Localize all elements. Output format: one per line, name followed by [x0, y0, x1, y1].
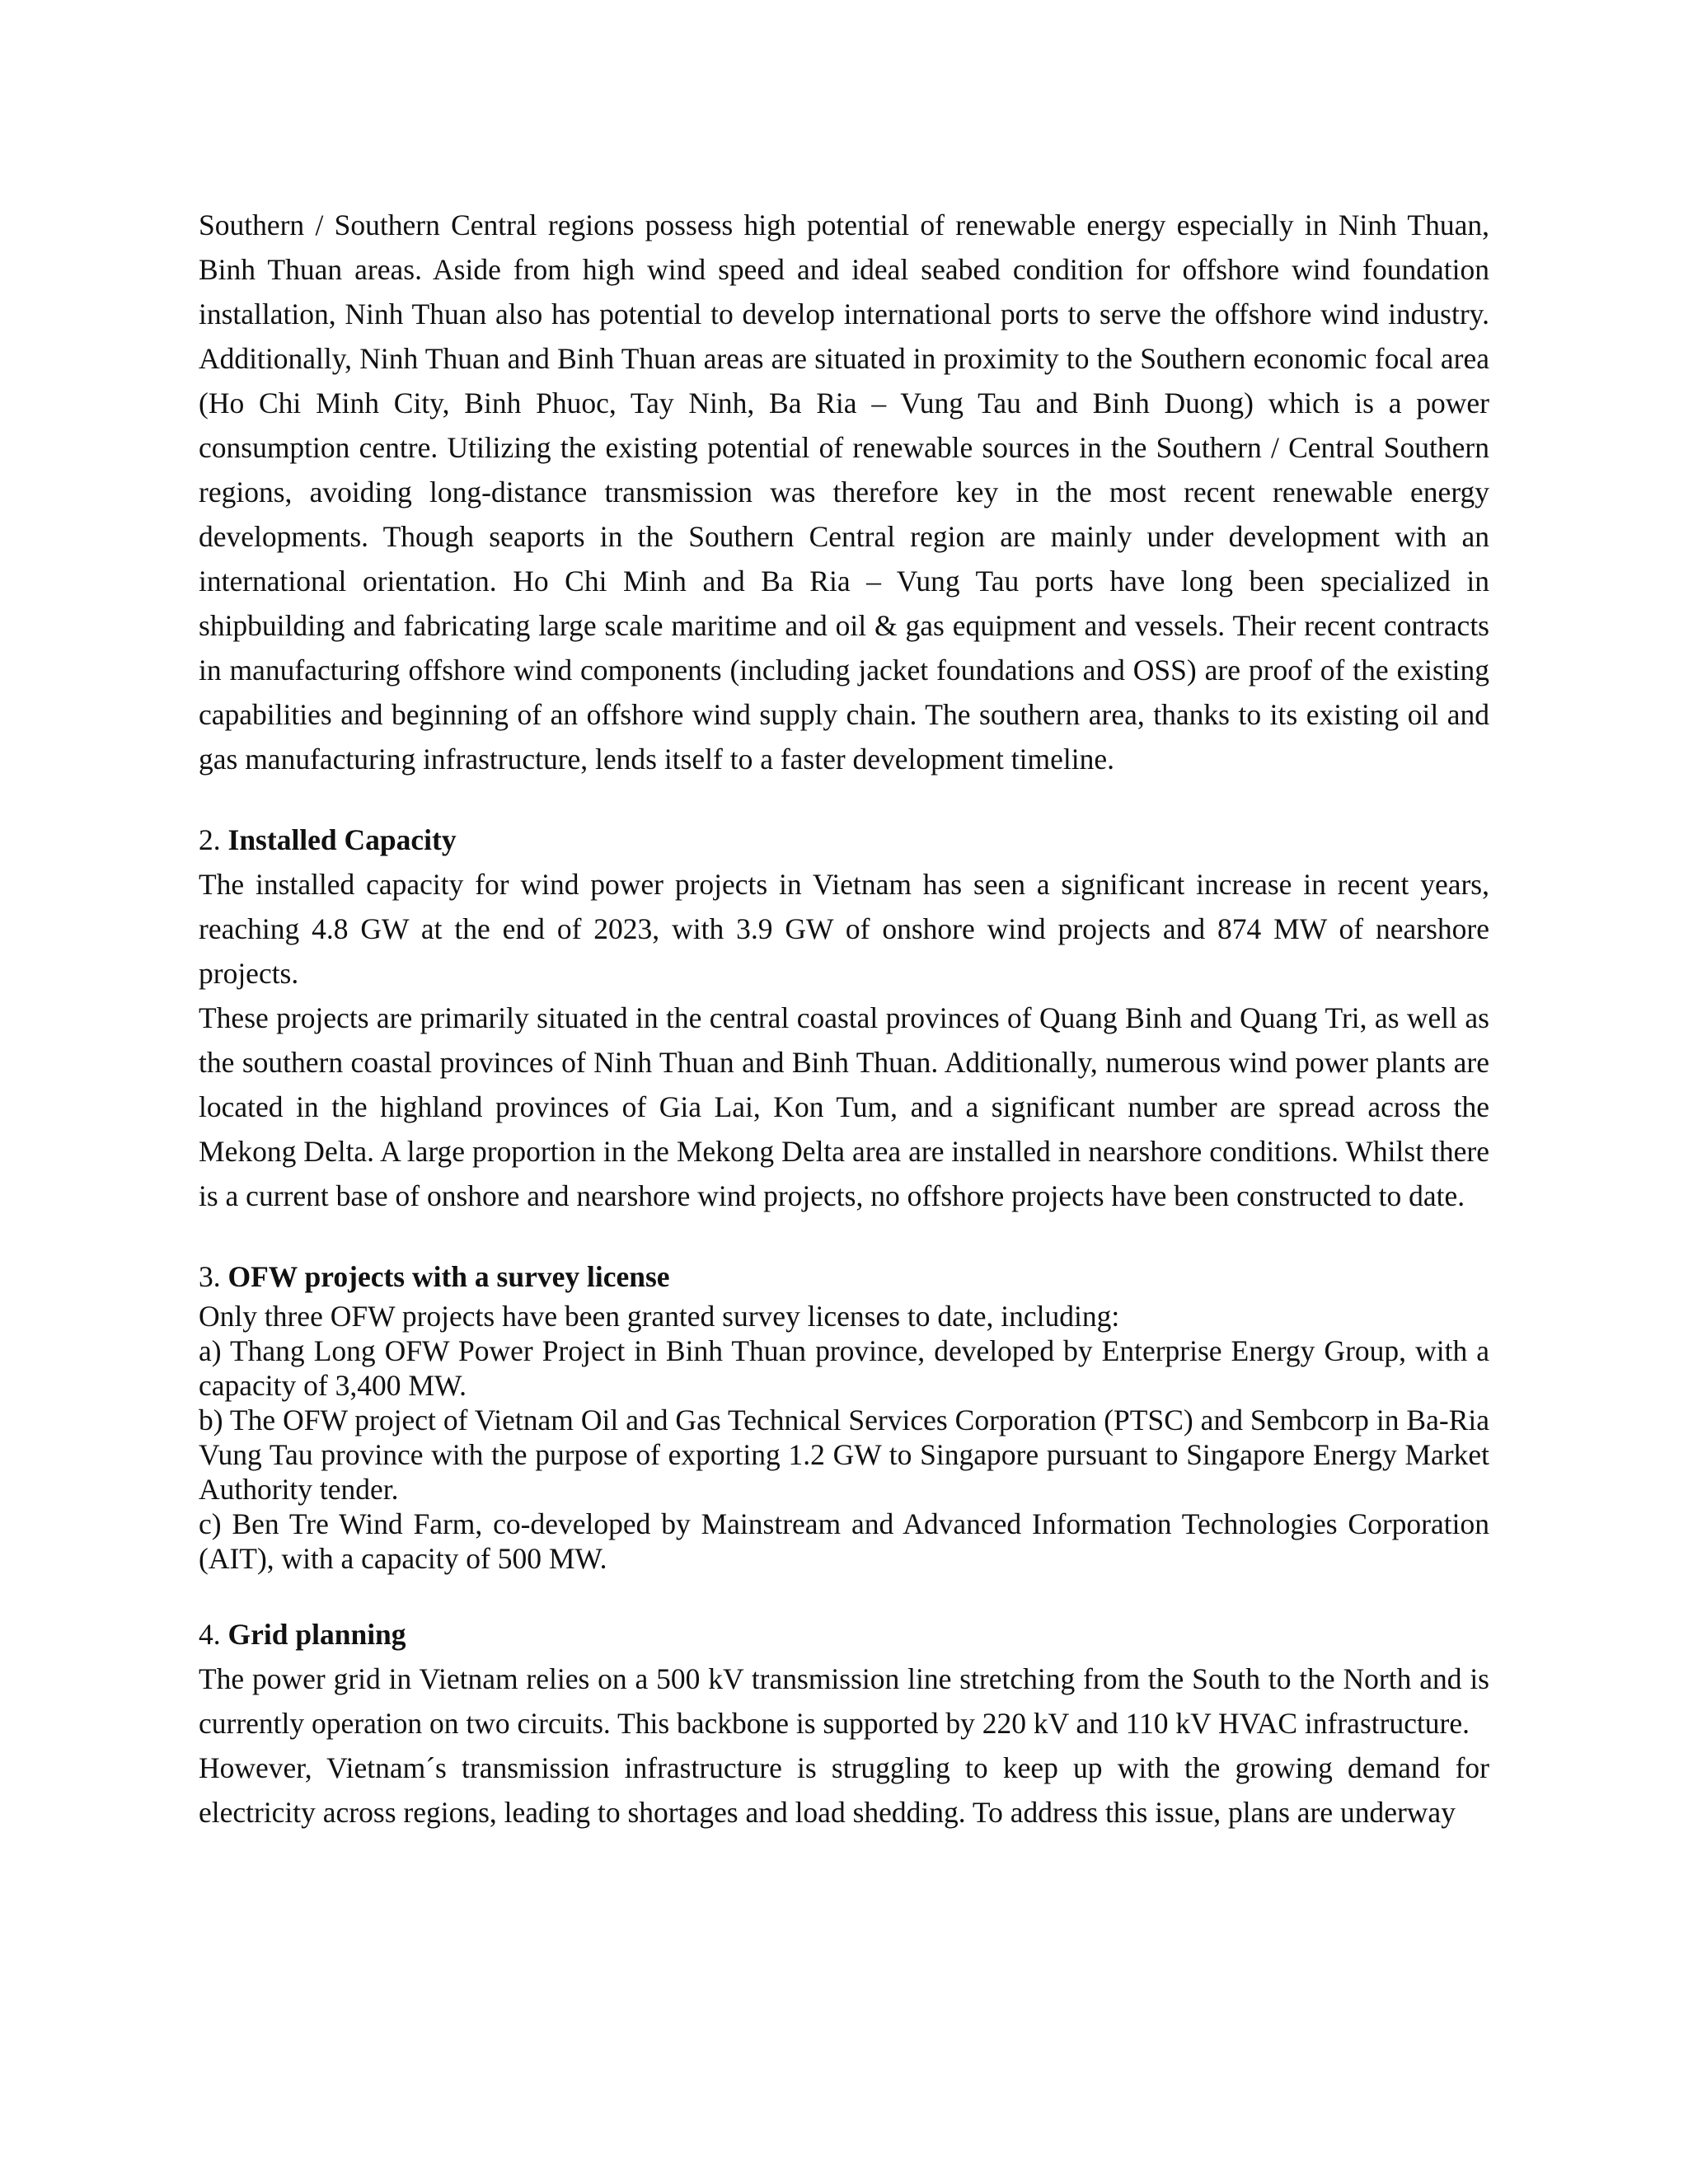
- section-2-paragraph-2: These projects are primarily situated in the central coastal provinces of Quang Binh and Quang Tri, as well as the southern coastal provinces of Ninh Thuan and Binh Thuan. Additionally, numerous wind power plants are located in the highland provinces of Gia Lai, Kon Tum, and a significant number are spread across the Mekong Delta. A large proportion in the Mekong Delta area are installed in nearshore conditions. Whilst there is a current base of onshore and nearshore wind projects, no offshore projects have been constructed to date.: [199, 1001, 1489, 1212]
- intro-paragraph: Southern / Southern Central regions possess high potential of renewable energy especially in Ninh Thuan, Binh Thuan areas. Aside from high wind speed and ideal seabed condition for offshore wind foundation installation, Ninh Thuan also has potential to develop international ports to serve the offshore wind industry. Additionally, Ninh Thuan and Binh Thuan areas are situated in proximity to the Southern economic focal area (Ho Chi Minh City, Binh Phuoc, Tay Ninh, Ba Ria – Vung Tau and Binh Duong) which is a power consumption centre. Utilizing the existing potential of renewable sources in the Southern / Central Southern regions, avoiding long-distance transmission was therefore key in the most recent renewable energy developments. Though seaports in the Southern Central region are mainly under development with an international orientation. Ho Chi Minh and Ba Ria – Vung Tau ports have long been specialized in shipbuilding and fabricating large scale maritime and oil & gas equipment and vessels. Their recent contracts in manufacturing offshore wind components (including jacket foundations and OSS) are proof of the existing capabilities and beginning of an offshore wind supply chain. The southern area, thanks to its existing oil and gas manufacturing infrastructure, lends itself to a faster development timeline.: [199, 209, 1489, 776]
- section-2-heading: [199, 818, 1489, 862]
- section-2-title: Installed Capacity: [227, 823, 457, 856]
- section-2-paragraph-1: The installed capacity for wind power projects in Vietnam has seen a significant increase in recent years, reaching 4.8 GW at the end of 2023, with 3.9 GW of onshore wind projects and 874 MW of nearshore projects.: [199, 868, 1489, 990]
- section-4-paragraph-1: The power grid in Vietnam relies on a 500 kV transmission line stretching from the South to the North and is currently operation on two circuits. This backbone is supported by 220 kV and 110 kV HVAC infrastructure.: [199, 1662, 1489, 1740]
- section-3-body: [199, 1299, 1489, 1576]
- project-item-c: c) Ben Tre Wind Farm, co-developed by Mainstream and Advanced Information Technologies Corporation (AIT), with a capacity of 500 MW.: [199, 1507, 1489, 1575]
- section-2-number: 2.: [199, 823, 228, 856]
- section-4-title: Grid planning: [227, 1618, 406, 1651]
- section-4-heading: [199, 1612, 1489, 1657]
- document-page: [199, 203, 1489, 1835]
- section-3-heading: [199, 1254, 1489, 1299]
- section-3-title: OFW projects with a survey license: [227, 1260, 670, 1293]
- section-4-number: 4.: [199, 1618, 228, 1651]
- project-item-a: a) Thang Long OFW Power Project in Binh Thuan province, developed by Enterprise Energy Group, with a capacity of 3,400 MW.: [199, 1334, 1489, 1402]
- section-3-number: 3.: [199, 1260, 228, 1293]
- project-item-b: b) The OFW project of Vietnam Oil and Gas Technical Services Corporation (PTSC) and Sembcorp in Ba-Ria Vung Tau province with the purpose of exporting 1.2 GW to Singapore pursuant to Singapore Energy Market Authority tender.: [199, 1404, 1489, 1506]
- section-spacer: [199, 1576, 1489, 1612]
- section-spacer: [199, 1218, 1489, 1254]
- section-spacer: [199, 781, 1489, 818]
- section-4-paragraph-2: However, Vietnam´s transmission infrastructure is struggling to keep up with the growing demand for electricity across regions, leading to shortages and load shedding. To address this issue, plans are underway: [199, 1751, 1489, 1829]
- section-3-intro: Only three OFW projects have been granted survey licenses to date, including:: [199, 1300, 1120, 1333]
